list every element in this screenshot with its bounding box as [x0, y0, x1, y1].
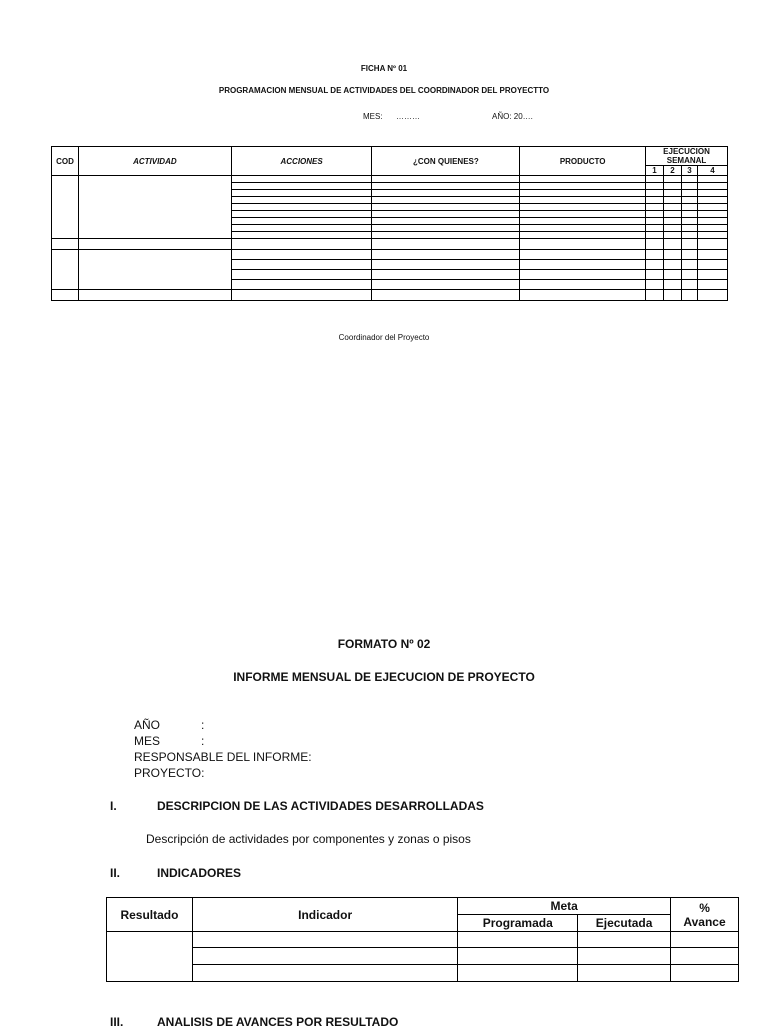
- header-resultado: Resultado: [107, 898, 193, 932]
- section-3-title: ANALISIS DE AVANCES POR RESULTADO: [157, 1015, 399, 1029]
- week-3: 3: [681, 166, 697, 176]
- header-producto: PRODUCTO: [520, 147, 646, 176]
- section-1-title: DESCRIPCION DE LAS ACTIVIDADES DESARROLLADAS: [157, 799, 484, 813]
- field-responsable: RESPONSABLE DEL INFORME:: [134, 750, 312, 764]
- table-row: [107, 948, 739, 965]
- signature-label: Coordinador del Proyecto: [338, 333, 430, 342]
- mes-field-sep: :: [201, 734, 205, 748]
- indicadores-table: [106, 897, 739, 982]
- table-row: [52, 176, 728, 183]
- table-row: [107, 932, 739, 948]
- header-indicador: Indicador: [192, 898, 457, 932]
- formato-title: FORMATO Nº 02: [337, 637, 431, 651]
- header-programada: Programada: [458, 915, 578, 932]
- ficha-title: FICHA Nº 01: [360, 64, 408, 73]
- anio-label: AÑO: 20….: [492, 112, 533, 121]
- header-ejecucion: EJECUCION SEMANAL: [646, 147, 728, 166]
- section-2-number: II.: [110, 866, 121, 880]
- table-row: [52, 290, 728, 301]
- header-cod: COD: [52, 147, 79, 176]
- mes-label: MES:: [363, 112, 383, 121]
- week-4: 4: [697, 166, 727, 176]
- header-actividad: ACTIVIDAD: [78, 147, 231, 176]
- table-row: [107, 965, 739, 982]
- header-con-quienes: ¿CON QUIENES?: [372, 147, 520, 176]
- avance-pct: %: [699, 900, 710, 915]
- anio-field-sep: :: [201, 718, 205, 732]
- section-1-number: I.: [110, 799, 117, 813]
- mes-value: ………: [396, 112, 420, 121]
- header-acciones: ACCIONES: [231, 147, 372, 176]
- table-row: [52, 239, 728, 250]
- mes-field-label: MES: [134, 734, 161, 748]
- field-anio: [134, 717, 205, 733]
- section-3-number: III.: [110, 1015, 124, 1029]
- programacion-table: [51, 146, 728, 301]
- header-meta: Meta: [458, 898, 671, 915]
- formato-subtitle: INFORME MENSUAL DE EJECUCION DE PROYECTO: [233, 670, 535, 684]
- table-row: [52, 250, 728, 260]
- week-2: 2: [664, 166, 682, 176]
- avance-label: Avance: [683, 914, 726, 929]
- header-avance: [671, 898, 739, 932]
- section-2-title: INDICADORES: [157, 866, 242, 880]
- section-1-body: Descripción de actividades por componentes y zonas o pisos: [146, 832, 471, 846]
- ficha-subtitle: PROGRAMACION MENSUAL DE ACTIVIDADES DEL COORDINADOR DEL PROYECTTO: [218, 86, 550, 95]
- anio-field-label: AÑO: [134, 718, 161, 732]
- week-1: 1: [646, 166, 664, 176]
- header-ejecutada: Ejecutada: [578, 915, 671, 932]
- field-mes: [134, 733, 205, 749]
- field-proyecto: PROYECTO:: [134, 766, 205, 780]
